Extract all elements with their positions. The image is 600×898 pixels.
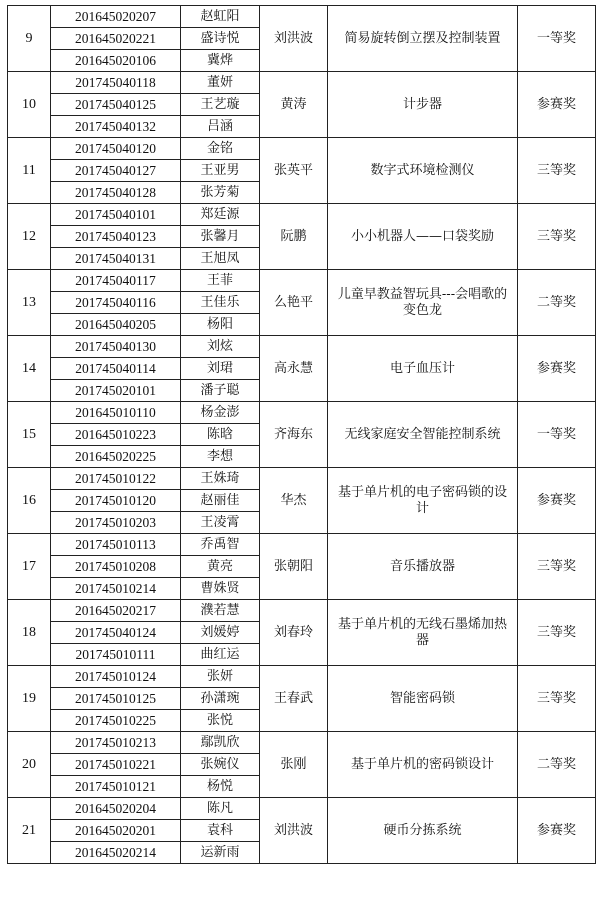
student-id: 201745040123 xyxy=(51,226,181,248)
table-row xyxy=(8,336,596,358)
group-number: 17 xyxy=(8,534,51,600)
advisor-name: 王春武 xyxy=(260,666,328,732)
group-number: 12 xyxy=(8,204,51,270)
table-row xyxy=(8,798,596,820)
student-name: 刘媛婷 xyxy=(181,622,260,644)
group-number: 20 xyxy=(8,732,51,798)
student-name: 王艺璇 xyxy=(181,94,260,116)
student-name: 张妍 xyxy=(181,666,260,688)
student-name: 黄亮 xyxy=(181,556,260,578)
student-id: 201745040124 xyxy=(51,622,181,644)
student-name: 王凌霄 xyxy=(181,512,260,534)
student-id: 201645020204 xyxy=(51,798,181,820)
table-row xyxy=(8,600,596,622)
student-id: 201745040127 xyxy=(51,160,181,182)
student-id: 201645010223 xyxy=(51,424,181,446)
group-number: 11 xyxy=(8,138,51,204)
advisor-name: 张英平 xyxy=(260,138,328,204)
student-id: 201745010121 xyxy=(51,776,181,798)
student-id: 201645020214 xyxy=(51,842,181,864)
student-id: 201745010124 xyxy=(51,666,181,688)
student-id: 201645020207 xyxy=(51,6,181,28)
table-row xyxy=(8,402,596,424)
table-row xyxy=(8,666,596,688)
student-name: 王佳乐 xyxy=(181,292,260,314)
advisor-name: 张刚 xyxy=(260,732,328,798)
student-id: 201745010111 xyxy=(51,644,181,666)
group-number: 15 xyxy=(8,402,51,468)
student-id: 201745010214 xyxy=(51,578,181,600)
student-id: 201745040130 xyxy=(51,336,181,358)
student-id: 201745010122 xyxy=(51,468,181,490)
project-title: 电子血压计 xyxy=(328,336,518,402)
student-id: 201645020221 xyxy=(51,28,181,50)
advisor-name: 么艳平 xyxy=(260,270,328,336)
table-body xyxy=(8,6,596,864)
table-row xyxy=(8,6,596,28)
student-id: 201745010213 xyxy=(51,732,181,754)
student-id: 201645020106 xyxy=(51,50,181,72)
student-id: 201745040125 xyxy=(51,94,181,116)
group-number: 19 xyxy=(8,666,51,732)
student-name: 王菲 xyxy=(181,270,260,292)
award-level: 参赛奖 xyxy=(518,336,596,402)
student-id: 201745010125 xyxy=(51,688,181,710)
student-name: 王姝琦 xyxy=(181,468,260,490)
student-id: 201745010120 xyxy=(51,490,181,512)
student-name: 濮若慧 xyxy=(181,600,260,622)
student-name: 孙潇琬 xyxy=(181,688,260,710)
student-id: 201745040132 xyxy=(51,116,181,138)
award-level: 参赛奖 xyxy=(518,798,596,864)
student-name: 刘炫 xyxy=(181,336,260,358)
group-number: 18 xyxy=(8,600,51,666)
award-level: 三等奖 xyxy=(518,204,596,270)
award-level: 参赛奖 xyxy=(518,468,596,534)
student-id: 201645020225 xyxy=(51,446,181,468)
project-title: 基于单片机的密码锁设计 xyxy=(328,732,518,798)
student-name: 吕涵 xyxy=(181,116,260,138)
advisor-name: 华杰 xyxy=(260,468,328,534)
student-id: 201745040101 xyxy=(51,204,181,226)
student-name: 赵虹阳 xyxy=(181,6,260,28)
student-name: 张馨月 xyxy=(181,226,260,248)
project-title: 儿童早教益智玩具---会唱歌的变色龙 xyxy=(328,270,518,336)
project-title: 音乐播放器 xyxy=(328,534,518,600)
group-number: 16 xyxy=(8,468,51,534)
student-name: 袁科 xyxy=(181,820,260,842)
student-name: 杨悦 xyxy=(181,776,260,798)
award-results-table xyxy=(7,5,596,864)
advisor-name: 刘春玲 xyxy=(260,600,328,666)
student-name: 李想 xyxy=(181,446,260,468)
project-title: 计步器 xyxy=(328,72,518,138)
student-name: 曲红运 xyxy=(181,644,260,666)
group-number: 10 xyxy=(8,72,51,138)
project-title: 数字式环境检测仪 xyxy=(328,138,518,204)
project-title: 硬币分拣系统 xyxy=(328,798,518,864)
student-name: 王旭凤 xyxy=(181,248,260,270)
advisor-name: 黄涛 xyxy=(260,72,328,138)
student-name: 杨金澎 xyxy=(181,402,260,424)
advisor-name: 高永慧 xyxy=(260,336,328,402)
table-row xyxy=(8,468,596,490)
advisor-name: 齐海东 xyxy=(260,402,328,468)
project-title: 无线家庭安全智能控制系统 xyxy=(328,402,518,468)
student-id: 201645020201 xyxy=(51,820,181,842)
table-row xyxy=(8,138,596,160)
student-id: 201745040117 xyxy=(51,270,181,292)
student-id: 201745010208 xyxy=(51,556,181,578)
project-title: 基于单片机的无线石墨烯加热器 xyxy=(328,600,518,666)
student-id: 201745010113 xyxy=(51,534,181,556)
student-name: 赵丽佳 xyxy=(181,490,260,512)
student-name: 王亚男 xyxy=(181,160,260,182)
student-id: 201745010225 xyxy=(51,710,181,732)
project-title: 小小机器人——口袋奖励 xyxy=(328,204,518,270)
student-name: 郑廷源 xyxy=(181,204,260,226)
group-number: 9 xyxy=(8,6,51,72)
student-name: 曹姝贤 xyxy=(181,578,260,600)
student-name: 冀烨 xyxy=(181,50,260,72)
student-name: 张芳菊 xyxy=(181,182,260,204)
award-level: 一等奖 xyxy=(518,402,596,468)
award-level: 参赛奖 xyxy=(518,72,596,138)
award-level: 三等奖 xyxy=(518,138,596,204)
student-id: 201645020217 xyxy=(51,600,181,622)
student-name: 陈晗 xyxy=(181,424,260,446)
table-row xyxy=(8,204,596,226)
student-id: 201745020101 xyxy=(51,380,181,402)
student-id: 201745010203 xyxy=(51,512,181,534)
student-name: 刘珺 xyxy=(181,358,260,380)
award-level: 三等奖 xyxy=(518,666,596,732)
award-level: 二等奖 xyxy=(518,732,596,798)
group-number: 21 xyxy=(8,798,51,864)
project-title: 智能密码锁 xyxy=(328,666,518,732)
student-name: 盛诗悦 xyxy=(181,28,260,50)
student-id: 201645010110 xyxy=(51,402,181,424)
award-level: 二等奖 xyxy=(518,270,596,336)
student-id: 201745010221 xyxy=(51,754,181,776)
project-title: 基于单片机的电子密码锁的设计 xyxy=(328,468,518,534)
student-name: 陈凡 xyxy=(181,798,260,820)
student-id: 201745040118 xyxy=(51,72,181,94)
advisor-name: 刘洪波 xyxy=(260,6,328,72)
award-level: 三等奖 xyxy=(518,600,596,666)
student-name: 潘子聪 xyxy=(181,380,260,402)
advisor-name: 刘洪波 xyxy=(260,798,328,864)
award-level: 一等奖 xyxy=(518,6,596,72)
table-row xyxy=(8,72,596,94)
student-name: 张婉仪 xyxy=(181,754,260,776)
student-id: 201645040205 xyxy=(51,314,181,336)
group-number: 14 xyxy=(8,336,51,402)
student-id: 201745040120 xyxy=(51,138,181,160)
project-title: 简易旋转倒立摆及控制装置 xyxy=(328,6,518,72)
table-row xyxy=(8,270,596,292)
student-id: 201745040131 xyxy=(51,248,181,270)
student-id: 201745040116 xyxy=(51,292,181,314)
table-row xyxy=(8,732,596,754)
student-id: 201745040128 xyxy=(51,182,181,204)
table-row xyxy=(8,534,596,556)
group-number: 13 xyxy=(8,270,51,336)
student-name: 乔禹智 xyxy=(181,534,260,556)
advisor-name: 阮鹏 xyxy=(260,204,328,270)
award-level: 三等奖 xyxy=(518,534,596,600)
student-id: 201745040114 xyxy=(51,358,181,380)
student-name: 运新雨 xyxy=(181,842,260,864)
advisor-name: 张朝阳 xyxy=(260,534,328,600)
student-name: 金铭 xyxy=(181,138,260,160)
student-name: 鄢凯欣 xyxy=(181,732,260,754)
student-name: 张悦 xyxy=(181,710,260,732)
student-name: 杨阳 xyxy=(181,314,260,336)
student-name: 董妍 xyxy=(181,72,260,94)
